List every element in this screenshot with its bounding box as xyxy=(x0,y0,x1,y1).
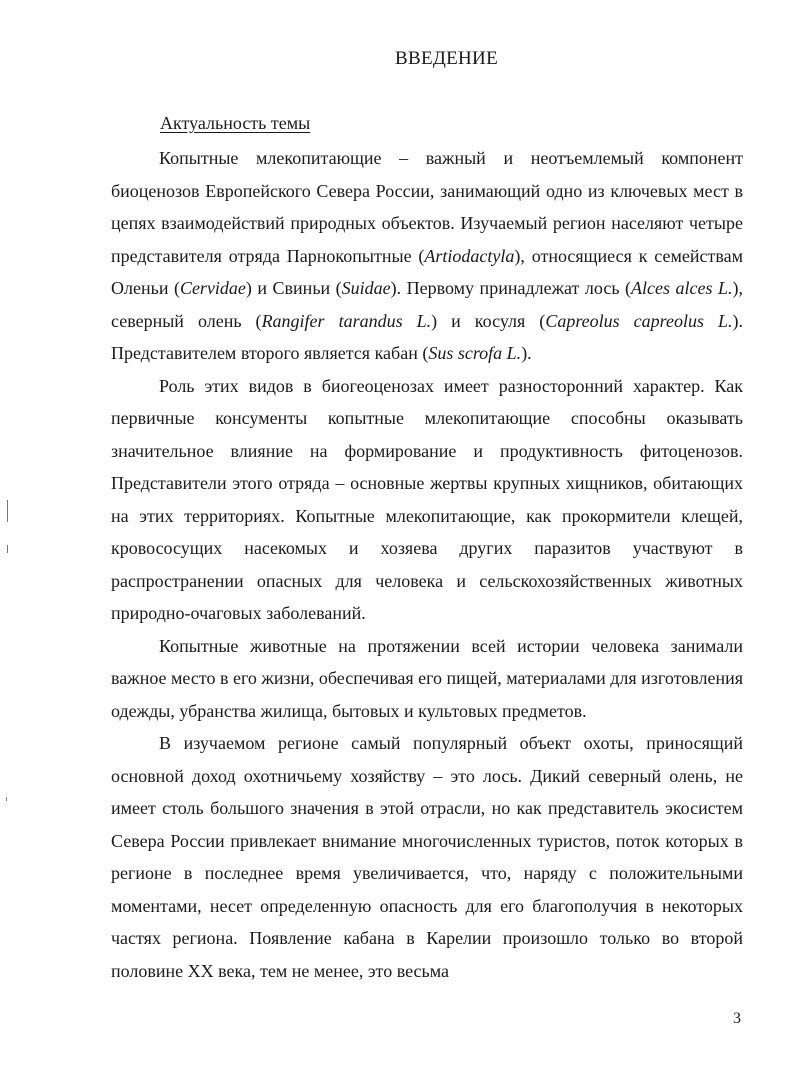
text-run: ), относящиеся к семействам Оленьи ( xyxy=(111,245,744,298)
body-text xyxy=(111,142,743,987)
latin-species-name: Suidae xyxy=(341,278,391,298)
paragraph xyxy=(111,370,743,630)
paragraph xyxy=(111,142,743,370)
text-run: ). Первому принадлежат лось ( xyxy=(390,278,632,298)
text-run: Копытные животные на протяжении всей истории человека занимали важное место в его жизни, обеспечивая его пищей, материалами для изготовления одежды, убранства жилища, бытовых и культовых предметов. xyxy=(111,635,743,721)
section-heading: Актуальность темы xyxy=(160,113,311,133)
latin-species-name: Rangifer tarandus L. xyxy=(261,310,432,331)
page-number: 3 xyxy=(733,1010,741,1027)
scan-artifact xyxy=(7,545,8,553)
scan-artifact xyxy=(7,500,8,522)
text-run: ) и косуля ( xyxy=(431,310,546,331)
paragraph xyxy=(111,727,743,987)
text-run: ). xyxy=(521,343,532,363)
latin-species-name: Capreolus capreolus L. xyxy=(545,310,733,331)
text-run: ) и Свиньи ( xyxy=(245,278,342,298)
scan-artifact xyxy=(6,797,7,801)
page-title: ВВЕДЕНИЕ xyxy=(395,48,498,69)
latin-species-name: Sus scrofa L. xyxy=(428,343,522,363)
text-run: Роль этих видов в биогеоценозах имеет разносторонний характер. Как первичные консументы копытные млекопитающие способны оказывать значительное влияние на формирование и продуктивность фитоценозов. Представители этого отряда – основные жертвы крупных хищников, обитающих на этих территориях. Копытные млекопитающие, как прокормители клещей, кровососущих насекомых и хозяева других паразитов участвуют в распространении опасных для человека и сельскохозяйственных животных природно-очаговых заболеваний. xyxy=(111,375,743,623)
text-run: Копытные млекопитающие – важный и неотъемлемый компонент биоценозов Европейского Севера России, занимающий одно из ключевых мест в цепях взаимодействий природных объектов. Изучаемый регион населяют четыре представителя отряда Парнокопытные ( xyxy=(111,148,743,266)
latin-species-name: Artiodactyla xyxy=(424,245,515,266)
latin-species-name: Cervidae xyxy=(179,278,246,298)
paragraph xyxy=(111,630,743,728)
text-run: ). Представителем второго является кабан ( xyxy=(111,310,744,363)
latin-species-name: Alces alces L. xyxy=(631,278,733,298)
text-run: В изучаемом регионе самый популярный объект охоты, приносящий основной доход охотничьему хозяйству – это лось. Дикий северный олень, не имеет столь большого значения в этой отрасли, но как представитель экосистем Севера России привлекает внимание многочисленных туристов, поток которых в регионе в последнее время увеличивается, что, наряду с положительными моментами, несет определенную опасность для его благополучия в некоторых частях региона. Появление кабана в Карелии произошло только во второй половине XX века, тем не менее, это весьма xyxy=(111,733,743,981)
text-run: ), северный олень ( xyxy=(111,278,743,331)
